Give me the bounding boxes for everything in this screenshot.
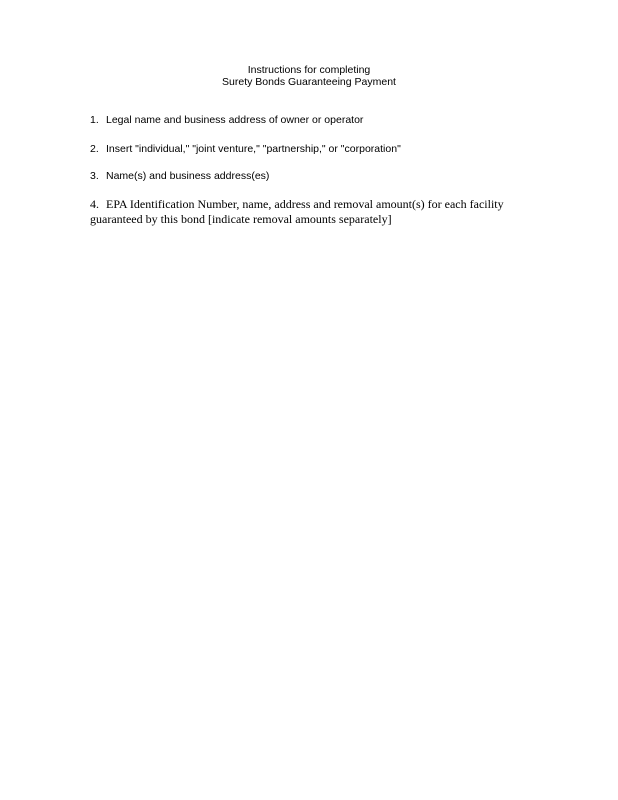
instruction-item-4 [90,197,530,226]
title-line-2: Surety Bonds Guaranteeing Payment [222,76,396,88]
item-text: EPA Identification Number, name, address and removal amount(s) for each facility [106,197,504,211]
item-text: Insert "individual," "joint venture," "partnership," or "corporation" [106,143,401,155]
item-number: 3. [90,170,99,182]
item-text: Name(s) and business address(es) [106,170,270,182]
item-text-continued: guaranteed by this bond [indicate removal amounts separately] [90,212,392,226]
instruction-item-1 [90,114,530,127]
item-number: 2. [90,143,99,155]
document-title [0,64,618,88]
item-text: Legal name and business address of owner or operator [106,114,364,126]
item-number: 4. [90,197,99,211]
item-number: 1. [90,114,99,126]
instruction-item-2 [90,143,530,156]
instruction-item-3 [90,170,530,183]
title-line-1: Instructions for completing [247,64,371,76]
